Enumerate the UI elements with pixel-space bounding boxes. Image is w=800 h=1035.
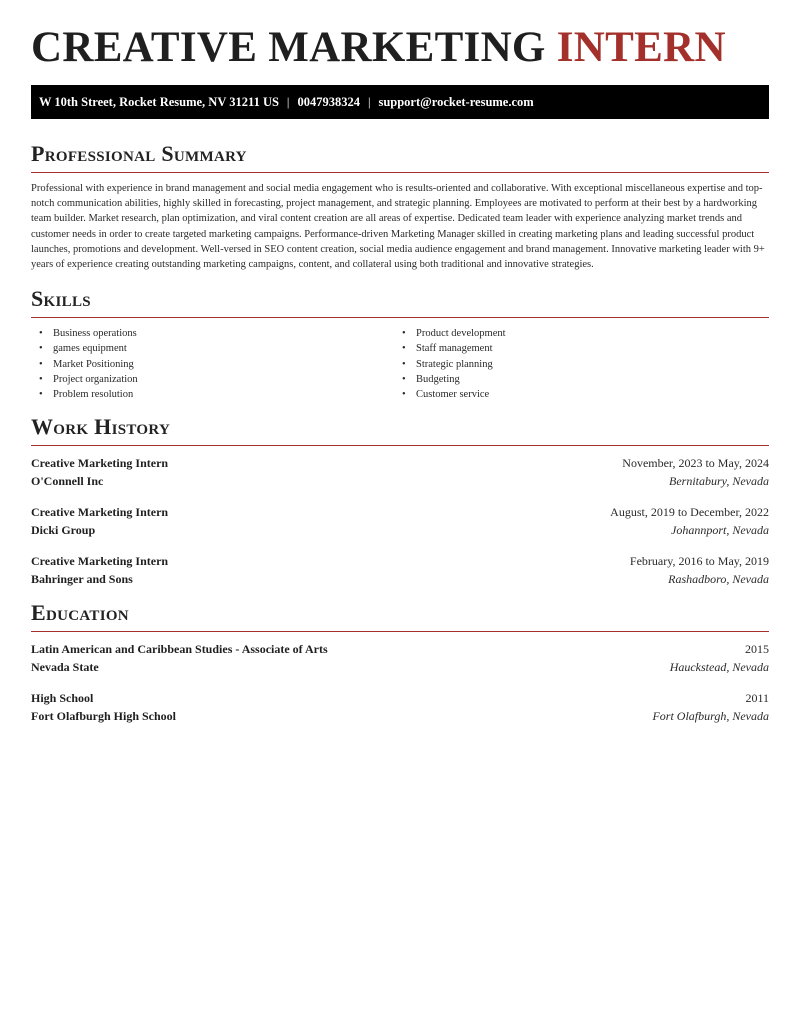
- job-location: Johannport, Nevada: [671, 522, 769, 537]
- bullet-icon: •: [402, 343, 406, 355]
- job-dates: February, 2016 to May, 2019: [629, 554, 769, 569]
- skill-item: • games equipment: [31, 341, 394, 356]
- skill-item: • Problem resolution: [31, 387, 394, 402]
- bullet-icon: •: [39, 358, 43, 370]
- graduation-year: 2011: [745, 691, 769, 706]
- work-entry: [31, 455, 769, 490]
- company-name: Bahringer and Sons: [31, 571, 133, 586]
- section-title-summary: Professional Summary: [31, 141, 247, 166]
- section-divider: [31, 317, 769, 318]
- job-dates: November, 2023 to May, 2024: [622, 456, 769, 471]
- bullet-icon: •: [39, 328, 43, 340]
- skill-item: • Strategic planning: [394, 357, 757, 372]
- contact-bar: [31, 85, 769, 119]
- skills-grid: [31, 326, 769, 402]
- skills-column-right: [394, 326, 757, 402]
- job-location: Rashadboro, Nevada: [668, 571, 769, 586]
- skill-item: • Product development: [394, 326, 757, 341]
- graduation-year: 2015: [745, 642, 769, 657]
- skills-column-left: [31, 326, 394, 402]
- contact-email: support@rocket-resume.com: [378, 94, 534, 109]
- section-divider: [31, 631, 769, 632]
- bullet-icon: •: [402, 358, 406, 370]
- school-location: Hauckstead, Nevada: [669, 659, 769, 674]
- education-entry: [31, 641, 769, 676]
- bullet-icon: •: [39, 373, 43, 385]
- skill-item: • Project organization: [31, 372, 394, 387]
- section-title-education: Education: [31, 600, 129, 626]
- skill-item: • Business operations: [31, 326, 394, 341]
- job-title: Creative Marketing Intern: [31, 554, 169, 569]
- section-divider: [31, 445, 769, 446]
- job-title: Creative Marketing Intern: [31, 456, 169, 471]
- company-name: O'Connell Inc: [31, 473, 104, 488]
- contact-address: W 10th Street, Rocket Resume, NV 31211 US: [39, 94, 279, 109]
- job-title: Creative Marketing Intern: [31, 505, 169, 520]
- work-history-section: [31, 416, 769, 588]
- school-name: Fort Olafburgh High School: [31, 708, 177, 723]
- degree-name: Latin American and Caribbean Studies - Associate of Arts: [31, 642, 328, 657]
- resume-name-heading: [31, 26, 769, 69]
- bullet-icon: •: [39, 343, 43, 355]
- work-entry: [31, 553, 769, 588]
- section-divider: [31, 172, 769, 173]
- bullet-icon: •: [402, 389, 406, 401]
- education-section: [31, 602, 769, 725]
- section-title-work-history: Work History: [31, 414, 171, 440]
- contact-separator: |: [286, 94, 290, 109]
- skills-section: [31, 288, 769, 402]
- name-accent: INTERN: [556, 24, 726, 71]
- resume-page: [31, 0, 769, 725]
- skill-item: • Budgeting: [394, 372, 757, 387]
- name-main: CREATIVE MARKETING: [31, 24, 546, 71]
- job-location: Bernitabury, Nevada: [669, 473, 769, 488]
- company-name: Dicki Group: [31, 522, 96, 537]
- section-title-skills: Skills: [31, 286, 91, 312]
- bullet-icon: •: [39, 389, 43, 401]
- skill-item: • Customer service: [394, 387, 757, 402]
- skill-item: • Market Positioning: [31, 357, 394, 372]
- contact-phone: 0047938324: [297, 94, 360, 109]
- bullet-icon: •: [402, 328, 406, 340]
- professional-summary-section: [31, 143, 769, 272]
- summary-text: Professional with experience in brand management and social media engagement who is results-oriented and collaborative. With exceptional miscellaneous expertise and top-notch communication abilities, highly skilled in forecasting, project management, and strategic planning. Employees are motivated to perform at their best by a hardworking team builder. Market research, plan optimization, and viral content creation are all areas of expertise. Dedicated team leader with experience analyzing market trends and customer needs in order to create targeted marketing campaigns. Performance-driven Marketing Manager skilled in creating marketing plans and leading successful product launches, promotions and development. Well-versed in SEO content creation, social media audience engagement and brand management. Innovative marketing leader with 9+ years of experience creating outstanding marketing campaigns, content, and collateral using both traditional and innovative strategies.: [31, 183, 765, 271]
- job-dates: August, 2019 to December, 2022: [610, 505, 769, 520]
- education-entry: [31, 690, 769, 725]
- school-name: Nevada State: [31, 659, 99, 674]
- degree-name: High School: [31, 691, 94, 706]
- skill-item: • Staff management: [394, 341, 757, 356]
- school-location: Fort Olafburgh, Nevada: [652, 708, 769, 723]
- contact-separator: |: [367, 94, 371, 109]
- bullet-icon: •: [402, 373, 406, 385]
- work-entry: [31, 504, 769, 539]
